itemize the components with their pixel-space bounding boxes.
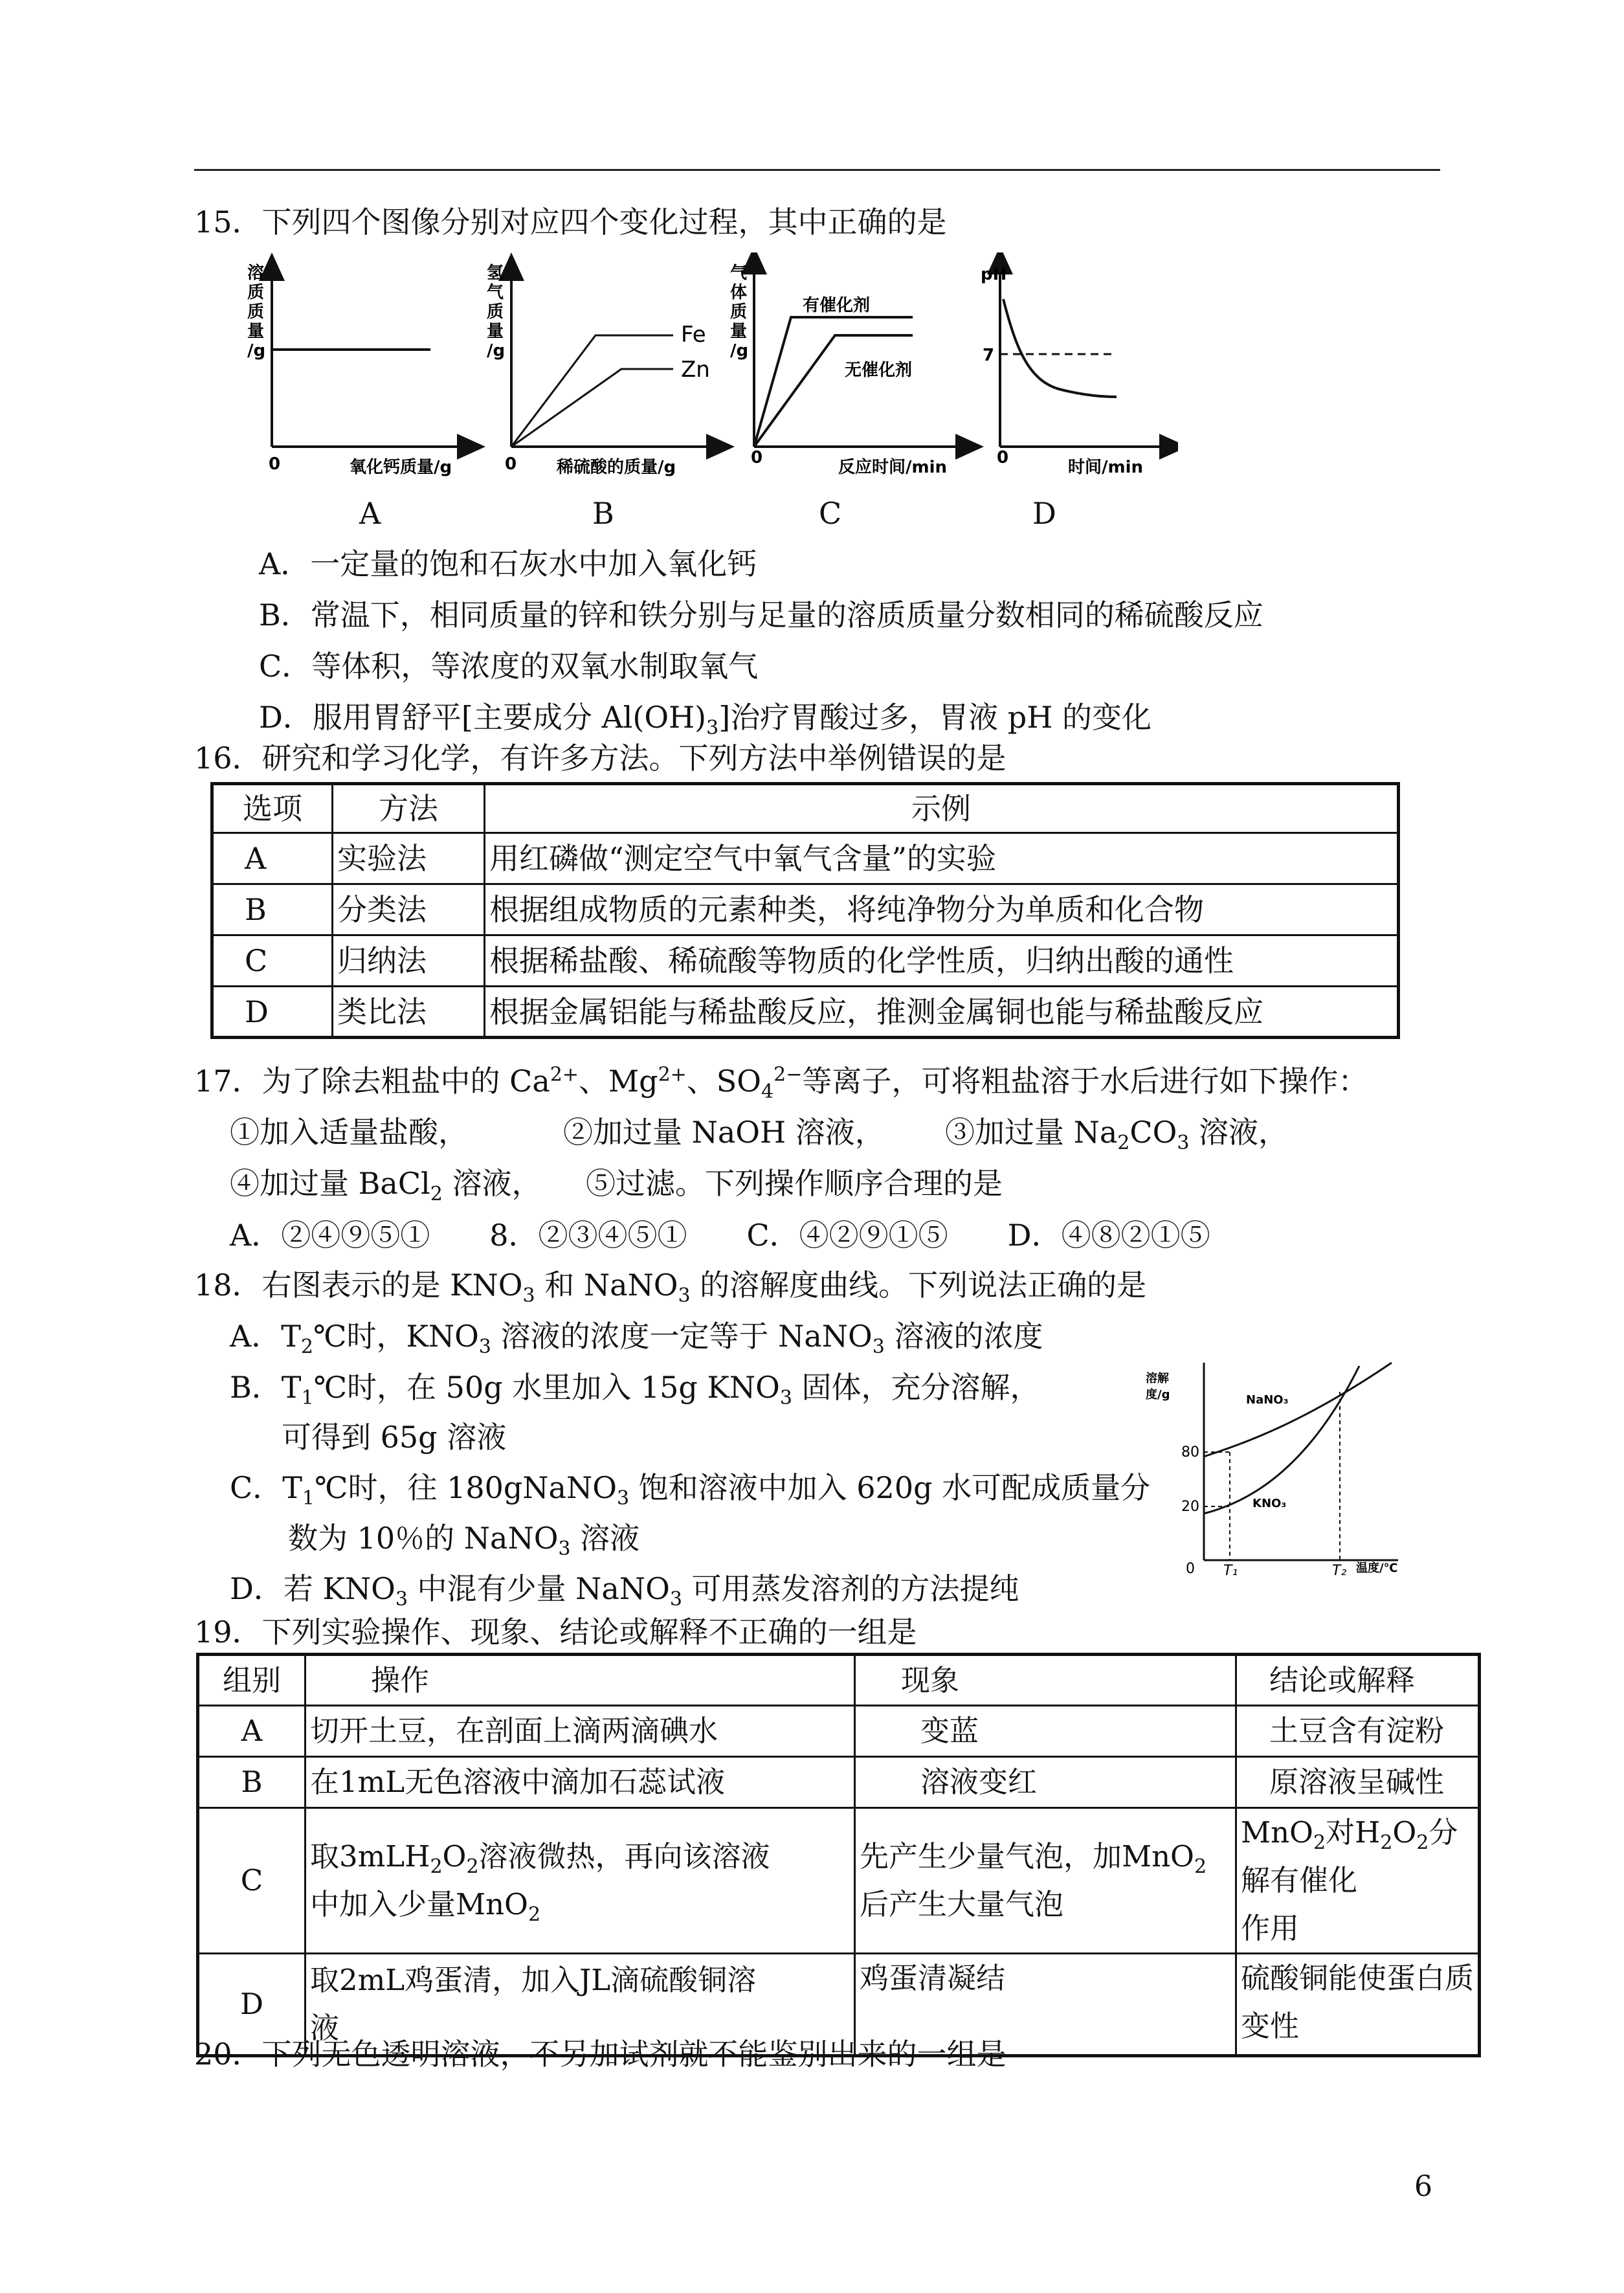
page-number: 6 (1414, 2170, 1432, 2203)
top-rule (194, 169, 1440, 171)
svg-text:KNO₃: KNO₃ (1252, 1497, 1287, 1510)
svg-text:质: 质 (247, 283, 265, 302)
q15-graphs (233, 252, 1178, 492)
q16-header: 选项 (212, 784, 333, 833)
nano3-curve (1204, 1363, 1392, 1457)
svg-text:/g: /g (487, 341, 506, 361)
q16-stem: 16．研究和学习化学，有许多方法。下列方法中举例错误的是 (194, 741, 1007, 776)
svg-text:T₂: T₂ (1332, 1563, 1347, 1576)
q16-header: 示例 (485, 784, 1399, 833)
svg-text:/g: /g (730, 341, 749, 361)
q19-cell: 在1mL无色溶液中滴加石蕊试液 (306, 1757, 855, 1808)
q19-cell: 原溶液呈碱性 (1236, 1757, 1480, 1808)
q16-header: 方法 (333, 784, 485, 833)
q16-cell: 根据组成物质的元素种类，将纯净物分为单质和化合物 (485, 884, 1399, 935)
svg-text:0: 0 (269, 454, 281, 474)
q18-option-a: A．$T_2℃$时，$KNO_3$ 溶液的浓度一定等于 NaNO$_3$ 溶液的浓度 (230, 1319, 1043, 1359)
q18-option-b: B．$T_1℃$时，在 50g 水里加入 15g $KNO_3$ 固体，充分溶解， (230, 1370, 1040, 1410)
svg-text:量: 量 (487, 322, 504, 341)
q16-cell: 用红磷做“测定空气中氧气含量”的实验 (485, 833, 1399, 884)
q19-cell: 溶液变红 (855, 1757, 1236, 1808)
svg-text:Zn: Zn (681, 357, 710, 383)
q18-option-c: C．$T_1℃$时，往 180gNaNO$_3$ 饱和溶液中加入 620g 水可配成质量分 (230, 1470, 1151, 1510)
q17-op1: ①加入适量盐酸， (230, 1115, 468, 1150)
svg-text:80: 80 (1181, 1444, 1199, 1460)
q15-stem: 15．下列四个图像分别对应四个变化过程，其中正确的是 (194, 205, 947, 240)
q19-cell: 鸡蛋清凝结 (855, 1954, 1236, 2056)
q19-cell: C (198, 1808, 306, 1954)
q19-table (196, 1653, 1481, 2057)
svg-text:质: 质 (487, 302, 504, 322)
q16-cell: 类比法 (333, 987, 485, 1038)
graph-d-letter: D (1032, 496, 1056, 531)
q17-op3: ③加过量 $Na_2CO_3$ 溶液， (945, 1115, 1289, 1155)
q16-cell: D (212, 987, 333, 1038)
q15-option-c: C．等体积，等浓度的双氧水制取氧气 (259, 649, 759, 684)
svg-text:量: 量 (247, 322, 265, 341)
svg-text:0: 0 (505, 454, 517, 474)
svg-text:有催化剂: 有催化剂 (803, 296, 871, 315)
svg-text:稀硫酸的质量/g: 稀硫酸的质量/g (557, 458, 676, 477)
graph-c (730, 259, 971, 477)
q15-option-b: B．常温下，相同质量的锌和铁分别与足量的溶质质量分数相同的稀硫酸反应 (259, 598, 1263, 632)
q15-option-a: A．一定量的饱和石灰水中加入氧化钙 (259, 546, 757, 581)
q18-option-c-line2: 数为 10％的 NaNO$_3$ 溶液 (288, 1521, 640, 1561)
q19-cell: A (198, 1706, 306, 1757)
q16-cell: 根据稀盐酸、稀硫酸等物质的化学性质，归纳出酸的通性 (485, 935, 1399, 987)
q18-option-d: D．若 $KNO_3$ 中混有少量 NaNO$_3$ 可用蒸发溶剂的方法提纯 (230, 1571, 1019, 1611)
q16-cell: 归纳法 (333, 935, 485, 987)
svg-text:溶解: 溶解 (1146, 1372, 1169, 1385)
graph-b-letter: B (592, 496, 614, 531)
svg-text:质: 质 (730, 302, 748, 322)
q20-stem: 20．下列无色透明溶液，不另加试剂就不能鉴别出来的一组是 (194, 2037, 1007, 2072)
q19-header: 操作 (306, 1655, 855, 1706)
graph-b (487, 263, 722, 477)
q19-cell: 取$3mLH_2O_2$溶液微热，再向该溶液 中加入少量MnO$_2$ (306, 1808, 855, 1954)
q15-option-d: D．服用胃舒平[主要成分 $Al(OH)_3$]治疗胃酸过多，胃液 pH 的变化 (259, 700, 1151, 740)
q19-cell: 先产生少量气泡，加MnO$_2$ 后产生大量气泡 (855, 1808, 1236, 1954)
ga-y0: 溶 (247, 263, 265, 283)
svg-text:T₁: T₁ (1223, 1563, 1238, 1576)
svg-text:气: 气 (487, 283, 504, 302)
q17-op2: ②加过量 NaOH 溶液， (563, 1115, 885, 1150)
q19-header: 现象 (855, 1655, 1236, 1706)
svg-text:温度/℃: 温度/℃ (1356, 1561, 1398, 1575)
solubility-graph (1133, 1353, 1405, 1576)
q19-header: 组别 (198, 1655, 306, 1706)
q19-cell: 土豆含有淀粉 (1236, 1706, 1480, 1757)
q19-cell: 变蓝 (855, 1706, 1236, 1757)
q16-cell: 实验法 (333, 833, 485, 884)
q17-stem: 17．为了除去粗盐中的 $Ca^{2+}$、$Mg^{2+}$、$SO_4^{2-}$等离子，可将粗盐溶于水后进行如下操作： (194, 1063, 1368, 1104)
svg-text:20: 20 (1181, 1499, 1199, 1515)
q16-cell: 根据金属铝能与稀盐酸反应，推测金属铜也能与稀盐酸反应 (485, 987, 1399, 1038)
q19-cell: 切开土豆，在剖面上滴两滴碘水 (306, 1706, 855, 1757)
q16-table (210, 782, 1400, 1039)
q16-cell: 分类法 (333, 884, 485, 935)
svg-text:/g: /g (247, 341, 266, 361)
graph-d (981, 259, 1175, 477)
q19-cell: 取2mL鸡蛋清，加入JL滴硫酸铜溶 液 (306, 1954, 855, 2056)
svg-text:NaNO₃: NaNO₃ (1246, 1393, 1289, 1407)
svg-text:0: 0 (997, 448, 1009, 467)
svg-text:0: 0 (1186, 1561, 1195, 1576)
ph-curve (1003, 299, 1117, 397)
svg-text:反应时间/min: 反应时间/min (838, 458, 948, 477)
svg-text:量: 量 (730, 322, 748, 341)
svg-text:度/g: 度/g (1146, 1388, 1170, 1402)
q16-cell: A (212, 833, 333, 884)
q16-cell: C (212, 935, 333, 987)
svg-text:0: 0 (751, 448, 763, 467)
zn-line (511, 369, 673, 447)
q18-option-b-line2: 可得到 65g 溶液 (282, 1420, 507, 1455)
q16-cell: B (212, 884, 333, 935)
svg-text:时间/min: 时间/min (1068, 458, 1144, 477)
graph-a-letter: A (359, 496, 381, 531)
svg-text:质: 质 (247, 302, 265, 322)
q19-cell: B (198, 1757, 306, 1808)
q19-cell: 硫酸铜能使蛋白质变性 (1236, 1954, 1480, 2056)
svg-text:Fe: Fe (681, 322, 706, 348)
q17-op4: ④加过量 BaCl$_2$ 溶液， (230, 1166, 542, 1206)
nocat-line (754, 335, 913, 447)
svg-text:体: 体 (730, 283, 748, 302)
svg-text:氢: 氢 (487, 263, 504, 283)
svg-text:pH: pH (981, 265, 1007, 284)
svg-text:7: 7 (983, 346, 995, 365)
kno3-curve (1204, 1366, 1359, 1514)
q19-header: 结论或解释 (1236, 1655, 1480, 1706)
q19-stem: 19．下列实验操作、现象、结论或解释不正确的一组是 (194, 1615, 917, 1650)
q19-cell: MnO$_2$对$H_2O_2$分解有催化 作用 (1236, 1808, 1480, 1954)
svg-text:无催化剂: 无催化剂 (845, 361, 913, 380)
graph-c-letter: C (819, 496, 842, 531)
svg-text:氧化钙质量/g: 氧化钙质量/g (350, 458, 452, 477)
q17-op5: ⑤过滤。下列操作顺序合理的是 (586, 1166, 1003, 1201)
graph-a (247, 263, 473, 477)
svg-text:气: 气 (730, 263, 748, 283)
q18-stem: 18．右图表示的是 $KNO_3$ 和 NaNO$_3$ 的溶解度曲线。下列说法正确的是 (194, 1268, 1147, 1308)
q17-choices: A．②④⑨⑤① 8．②③④⑤① C．④②⑨①⑤ D．④⑧②①⑤ (230, 1218, 1210, 1253)
q19-cell: D (198, 1954, 306, 2056)
